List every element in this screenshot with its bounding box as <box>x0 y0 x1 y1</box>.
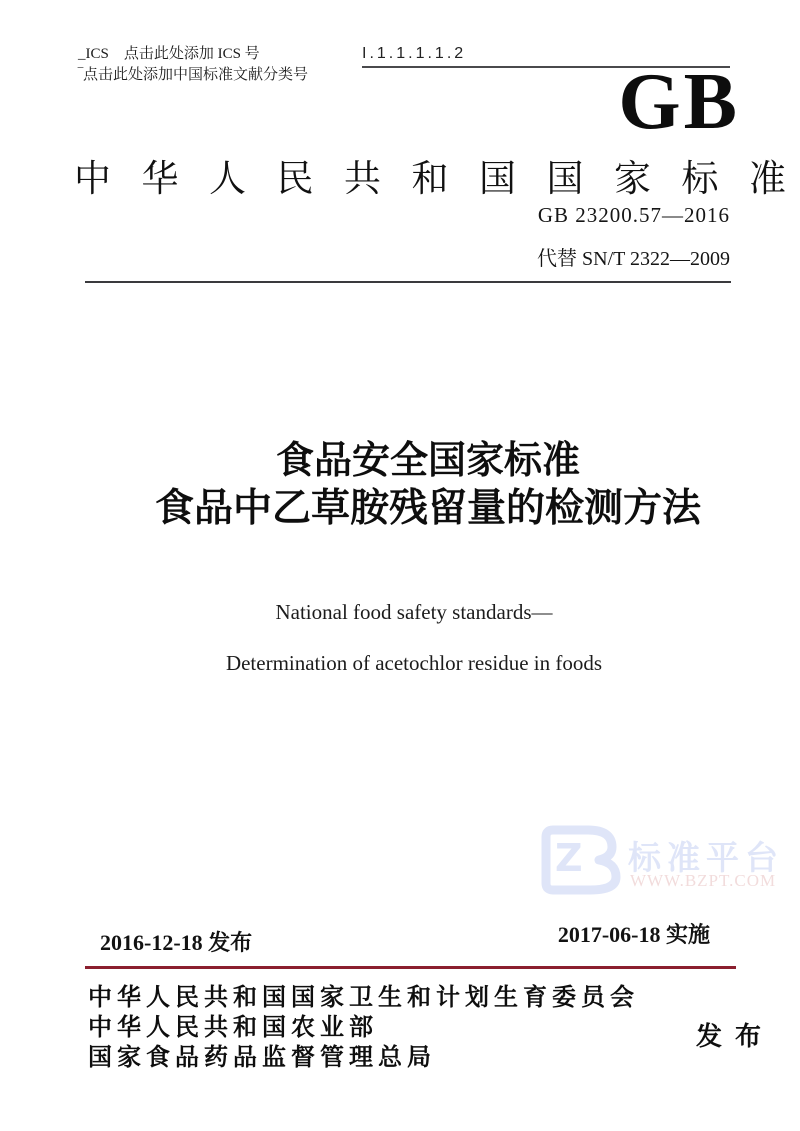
english-title-line1: National food safety standards— <box>275 600 553 624</box>
watermark-logo-letter: Z <box>555 836 583 880</box>
issuing-agencies <box>88 983 639 1073</box>
agency-line: 中华人民共和国国家卫生和计划生育委员会 <box>88 984 639 1011</box>
replaced-standard: 代替 SN/T 2322—2009 <box>537 248 730 270</box>
header-divider <box>85 281 731 283</box>
footer-divider <box>85 966 736 969</box>
watermark-name: 标准平台 <box>628 839 784 876</box>
publish-label: 发布 <box>695 1021 774 1051</box>
doc-code: I.1.1.1.1.2 <box>362 45 467 62</box>
national-standard-title: 中 华 人 民 共 和 国 国 家 标 准 <box>74 158 786 199</box>
ccs-number-placeholder[interactable]: ‾点击此处添加中国标准文献分类号 <box>78 67 308 83</box>
watermark <box>536 818 784 910</box>
ics-block <box>78 44 308 86</box>
agency-line: 国家食品药品监督管理总局 <box>88 1044 436 1071</box>
main-title-line2: 食品中乙草胺残留量的检测方法 <box>154 487 701 530</box>
main-title-line1: 食品安全国家标准 <box>275 440 580 482</box>
bzpt-logo-icon <box>536 822 624 896</box>
issue-date: 2016-12-18 发布 <box>100 930 253 955</box>
english-title <box>42 600 786 676</box>
main-title <box>56 438 800 532</box>
implement-date: 2017-06-18 实施 <box>557 922 710 947</box>
gb-logo: GB <box>618 58 740 146</box>
ics-number-placeholder[interactable]: _ICS 点击此处添加 ICS 号 <box>78 46 260 62</box>
watermark-url: WWW.BZPT.COM <box>630 871 777 890</box>
agency-line: 中华人民共和国农业部 <box>88 1014 378 1041</box>
english-title-line2: Determination of acetochlor residue in foods <box>225 651 603 675</box>
standard-number: GB 23200.57—2016 <box>537 203 730 227</box>
